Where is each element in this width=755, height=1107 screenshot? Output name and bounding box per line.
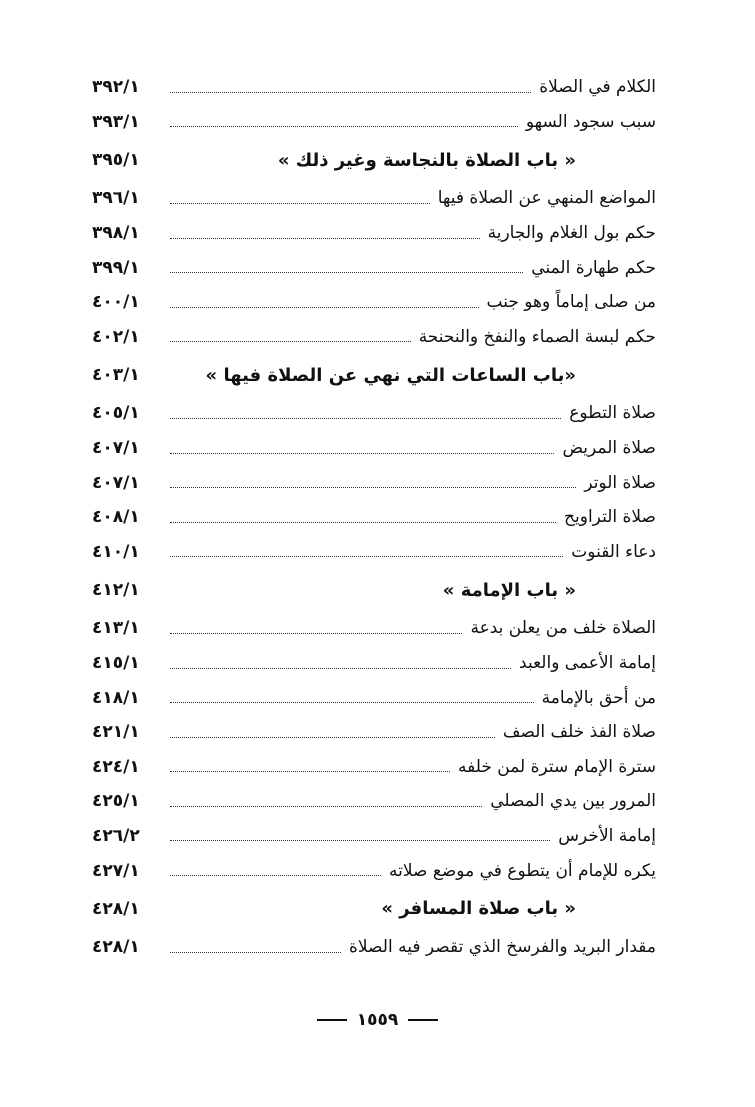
dot-leader <box>170 203 430 204</box>
entry-title: إمامة الأعمى والعبد <box>519 653 656 674</box>
toc-entry <box>92 784 656 819</box>
toc-entry <box>92 285 656 320</box>
dot-leader <box>170 737 495 738</box>
page-reference: ٤٢٦/٢ <box>92 825 140 846</box>
section-title: « باب صلاة المسافر » <box>381 898 576 920</box>
page-reference: ٤٢٥/١ <box>92 791 140 812</box>
dot-leader <box>170 307 479 308</box>
dot-leader <box>170 92 531 93</box>
entry-title: صلاة التطوع <box>569 403 656 424</box>
entry-title: الصلاة خلف من يعلن بدعة <box>470 618 656 639</box>
page-reference: ٣٩٦/١ <box>92 188 140 209</box>
toc-section-heading <box>92 569 656 611</box>
dot-leader <box>170 418 561 419</box>
dot-leader <box>170 341 411 342</box>
toc-entry <box>92 396 656 431</box>
dot-leader <box>170 875 381 876</box>
page-reference: ٤٢١/١ <box>92 722 140 743</box>
page-reference: ٤٢٤/١ <box>92 756 140 777</box>
footer-dash-left <box>317 1019 347 1021</box>
entry-title: حكم بول الغلام والجارية <box>487 223 656 244</box>
footer-dash-right <box>408 1019 438 1021</box>
section-title: « باب الصلاة بالنجاسة وغير ذلك » <box>277 149 576 171</box>
toc-entry <box>92 535 656 570</box>
page-reference: ٤١٣/١ <box>92 618 140 639</box>
dot-leader <box>170 633 462 634</box>
entry-title: سبب سجود السهو <box>525 111 656 132</box>
page-reference: ٤١٥/١ <box>92 653 140 674</box>
toc-entry <box>92 680 656 715</box>
dot-leader <box>170 272 523 273</box>
entry-title: يكره للإمام أن يتطوع في موضع صلاته <box>389 860 656 881</box>
toc-entry <box>92 465 656 500</box>
toc-entry <box>92 715 656 750</box>
page-reference: ٤٠٨/١ <box>92 507 140 528</box>
entry-title: دعاء القنوت <box>571 541 656 562</box>
page-reference: ٣٩٣/١ <box>92 111 140 132</box>
page-reference: ٤٢٨/١ <box>92 898 140 919</box>
dot-leader <box>170 126 518 127</box>
entry-title: من صلى إماماً وهو جنب <box>486 292 656 313</box>
toc-entry <box>92 320 656 355</box>
dot-leader <box>170 806 482 807</box>
page-reference: ٤٠٢/١ <box>92 326 140 347</box>
entry-title: حكم طهارة المني <box>531 257 656 278</box>
dot-leader <box>170 702 534 703</box>
entry-title: المواضع المنهي عن الصلاة فيها <box>437 188 656 209</box>
page-reference: ٤٠٠/١ <box>92 292 140 313</box>
entry-title: إمامة الأخرس <box>558 825 656 846</box>
page-footer <box>0 1010 755 1030</box>
page-reference: ٤١٢/١ <box>92 580 140 601</box>
page-reference: ٣٩٢/١ <box>92 77 140 98</box>
page-reference: ٤١٨/١ <box>92 687 140 708</box>
toc-entry <box>92 431 656 466</box>
dot-leader <box>170 556 563 557</box>
dot-leader <box>170 453 554 454</box>
page-number: ١٥٥٩ <box>356 1010 399 1030</box>
entry-title: مقدار البريد والفرسخ الذي تقصر فيه الصلاة <box>348 937 656 958</box>
page-reference: ٤٢٨/١ <box>92 937 140 958</box>
toc-entry <box>92 750 656 785</box>
entry-title: سترة الإمام سترة لمن خلفه <box>458 756 656 777</box>
page-reference: ٤١٠/١ <box>92 541 140 562</box>
toc-entry <box>92 646 656 681</box>
toc-entry <box>92 853 656 888</box>
dot-leader <box>170 668 511 669</box>
toc-section-heading <box>92 888 656 930</box>
dot-leader <box>170 952 341 953</box>
entry-title: صلاة التراويح <box>564 507 656 528</box>
dot-leader <box>170 238 480 239</box>
dot-leader <box>170 771 450 772</box>
entry-title: حكم لبسة الصماء والنفخ والنحنحة <box>418 326 656 347</box>
toc-entry <box>92 250 656 285</box>
page-reference: ٣٩٥/١ <box>92 150 140 171</box>
entry-title: صلاة الوتر <box>584 472 656 493</box>
page-reference: ٣٩٩/١ <box>92 257 140 278</box>
toc-entry <box>92 611 656 646</box>
toc-entry <box>92 819 656 854</box>
section-title: « باب الإمامة » <box>442 579 576 601</box>
toc-section-heading <box>92 139 656 181</box>
entry-title: الكلام في الصلاة <box>539 77 656 98</box>
page-reference: ٤٠٧/١ <box>92 438 140 459</box>
page-reference: ٤٢٧/١ <box>92 860 140 881</box>
table-of-contents <box>92 70 656 964</box>
entry-title: صلاة الفذ خلف الصف <box>502 722 656 743</box>
toc-entry <box>92 105 656 140</box>
page-reference: ٣٩٨/١ <box>92 223 140 244</box>
toc-entry <box>92 930 656 965</box>
entry-title: المرور بين يدي المصلي <box>490 791 656 812</box>
dot-leader <box>170 487 576 488</box>
toc-entry <box>92 500 656 535</box>
section-title: «باب الساعات التي نهي عن الصلاة فيها » <box>205 364 576 386</box>
entry-title: من أحق بالإمامة <box>541 687 656 708</box>
page-reference: ٤٠٥/١ <box>92 403 140 424</box>
toc-section-heading <box>92 354 656 396</box>
dot-leader <box>170 522 556 523</box>
toc-entry <box>92 70 656 105</box>
toc-entry <box>92 181 656 216</box>
toc-entry <box>92 216 656 251</box>
page-reference: ٤٠٣/١ <box>92 365 140 386</box>
entry-title: صلاة المريض <box>562 438 656 459</box>
page-reference: ٤٠٧/١ <box>92 472 140 493</box>
dot-leader <box>170 840 550 841</box>
